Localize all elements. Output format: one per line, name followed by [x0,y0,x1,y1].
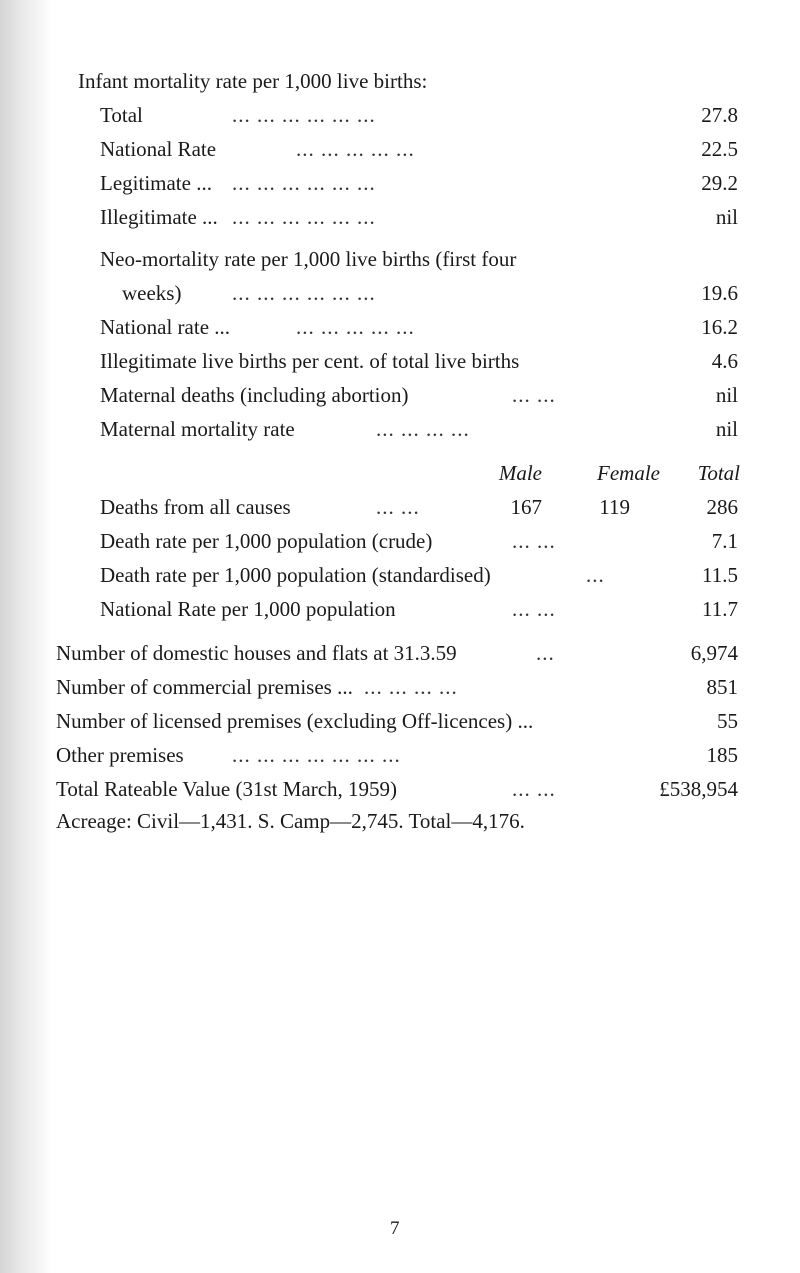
neo-label-line1: Neo-mortality rate per 1,000 live births (first four [100,247,517,271]
row-label: National Rate [100,137,217,161]
row-value: 55 [717,709,738,733]
leader-dots: ... ... ... ... ... ... [232,103,376,127]
row-label: Number of licensed premises (excluding Off-licences) ... [56,709,534,733]
male-value: 167 [510,495,542,519]
page-number: 7 [390,1218,400,1239]
row-value: £538,954 [659,777,738,801]
row-label: Other premises [56,743,184,767]
row-label: Number of domestic houses and flats at 31.3.59 [56,641,457,665]
row-label: Total [100,103,143,127]
row-value: 6,974 [690,641,738,665]
row-label: National rate ... [100,315,231,339]
leader-dots: ... ... [376,495,420,519]
leader-dots: ... ... ... ... ... [296,315,415,339]
header-male: Male [498,461,542,485]
leader-dots: ... ... ... ... [364,675,458,699]
row-value: nil [715,417,738,441]
acreage-line: Acreage: Civil—1,431. S. Camp—2,745. Total—4,176. [56,809,525,833]
row-value: 11.7 [702,597,738,621]
female-value: 119 [599,495,630,519]
row-value: 29.2 [701,171,738,195]
leader-dots: ... [536,641,555,665]
row-value: 185 [706,743,738,767]
row-value: 7.1 [711,529,738,553]
row-value: 22.5 [701,137,738,161]
leader-dots: ... ... ... ... ... [296,137,415,161]
row-value: 16.2 [701,315,738,339]
leader-dots: ... [586,563,605,587]
row-label: Illegitimate live births per cent. of total live births [100,349,520,373]
row-label: Death rate per 1,000 population (standardised) [100,563,491,587]
leader-dots: ... ... [512,529,556,553]
row-label: Legitimate ... [100,171,212,195]
row-label: Death rate per 1,000 population (crude) [100,529,433,553]
row-value: 851 [706,675,738,699]
total-value: 286 [706,495,738,519]
row-value: 19.6 [701,281,738,305]
leader-dots: ... ... [512,383,556,407]
leader-dots: ... ... [512,597,556,621]
row-value: 27.8 [701,103,738,127]
leader-dots: ... ... ... ... ... ... [232,171,376,195]
infant-heading: Infant mortality rate per 1,000 live births: [78,69,428,93]
header-total: Total [697,461,740,485]
row-label: Number of commercial premises ... [56,675,353,699]
leader-dots: ... ... [512,777,556,801]
leader-dots: ... ... ... ... ... ... [232,205,376,229]
row-label: Deaths from all causes [100,495,291,519]
row-label: National Rate per 1,000 population [100,597,396,621]
row-value: nil [715,205,738,229]
row-value: 4.6 [711,349,738,373]
row-label: weeks) [122,281,182,305]
header-female: Female [597,461,660,485]
row-value: 11.5 [702,563,738,587]
row-label: Maternal mortality rate [100,417,295,441]
leader-dots: ... ... ... ... [376,417,470,441]
row-value: nil [715,383,738,407]
leader-dots: ... ... ... ... ... ... ... [232,743,401,767]
row-label: Total Rateable Value (31st March, 1959) [56,777,398,801]
row-label: Maternal deaths (including abortion) [100,383,409,407]
row-label: Illegitimate ... [100,205,218,229]
leader-dots: ... ... ... ... ... ... [232,281,376,305]
